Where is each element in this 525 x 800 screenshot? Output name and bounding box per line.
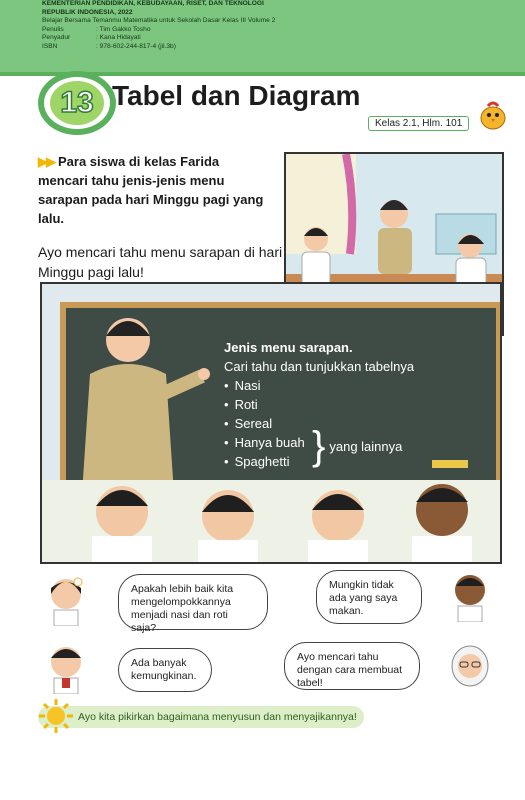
thinking-tip-banner xyxy=(38,706,364,728)
curly-brace-icon: } xyxy=(312,424,326,468)
boy-student-avatar xyxy=(42,638,90,694)
girl-student-avatar xyxy=(42,570,90,626)
list-item: • Roti xyxy=(224,395,414,414)
list-item: • Nasi xyxy=(224,376,414,395)
tip-text: Ayo kita pikirkan bagaimana menyusun dan menyajikannya! xyxy=(78,711,357,723)
intro-paragraph xyxy=(38,152,268,228)
intro-subtitle: Ayo mencari tahu menu sarapan di hari Minggu pagi lalu! xyxy=(38,244,283,280)
publisher-line1: KEMENTERIAN PENDIDIKAN, KEBUDAYAAN, RISET, DAN TEKNOLOGI xyxy=(42,0,264,7)
book-title: Belajar Bersama Temanmu Matematika untuk Sekolah Dasar Kelas III Volume 2 xyxy=(42,17,276,25)
meta-key: ISBN xyxy=(42,42,58,50)
publisher-line2: REPUBLIK INDONESIA, 2022 xyxy=(42,8,133,16)
meta-key: Penulis xyxy=(42,25,64,33)
meta-row-adapter xyxy=(42,34,482,43)
others-bracket-note xyxy=(312,426,402,466)
reference-badge: Kelas 2.1, Hlm. 101 xyxy=(368,116,469,131)
speech-bubble-2: Mungkin tidak ada yang saya makan. xyxy=(316,570,422,624)
chapter-number: 13 xyxy=(50,81,104,125)
meta-value: : 978-602-244-817-4 (jil.3b) xyxy=(96,42,176,50)
meta-value: : Tim Gakko Tosho xyxy=(96,25,151,33)
meta-value: : Kana Hidayati xyxy=(96,34,141,42)
list-item: • Sereal xyxy=(224,414,414,433)
list-item: • Hanya buah xyxy=(224,433,414,452)
girl-hijab-avatar xyxy=(446,640,494,696)
publication-info xyxy=(42,0,482,52)
speech-bubble-4: Ayo mencari tahu dengan cara membuat tabel! xyxy=(284,642,420,690)
speech-bubble-3: Ada banyak kemungkinan. xyxy=(118,648,212,692)
board-instruction: Cari tahu dan tunjukkan tabelnya xyxy=(224,359,415,374)
double-arrow-icon: ▶▶ xyxy=(38,154,54,169)
chapter-number-badge xyxy=(38,71,116,135)
others-label: yang lainnya xyxy=(329,438,403,454)
speech-bubble-1: Apakah lebih baik kita mengelompokkannya menjadi nasi dan roti saja? xyxy=(118,574,268,630)
meta-row-author xyxy=(42,26,482,35)
intro-text: Para siswa di kelas Farida mencari tahu jenis-jenis menu sarapan pada hari Minggu pagi yang lalu. xyxy=(38,154,264,226)
list-item: • Spaghetti xyxy=(224,452,414,471)
chick-mascot-icon xyxy=(476,98,510,132)
meta-key: Penyadur xyxy=(42,34,71,42)
sun-icon xyxy=(38,698,74,734)
board-title: Jenis menu sarapan. xyxy=(224,340,353,355)
chapter-title: Tabel dan Diagram xyxy=(112,80,361,111)
boy-dark-avatar xyxy=(446,566,494,622)
meta-row-isbn xyxy=(42,43,482,52)
